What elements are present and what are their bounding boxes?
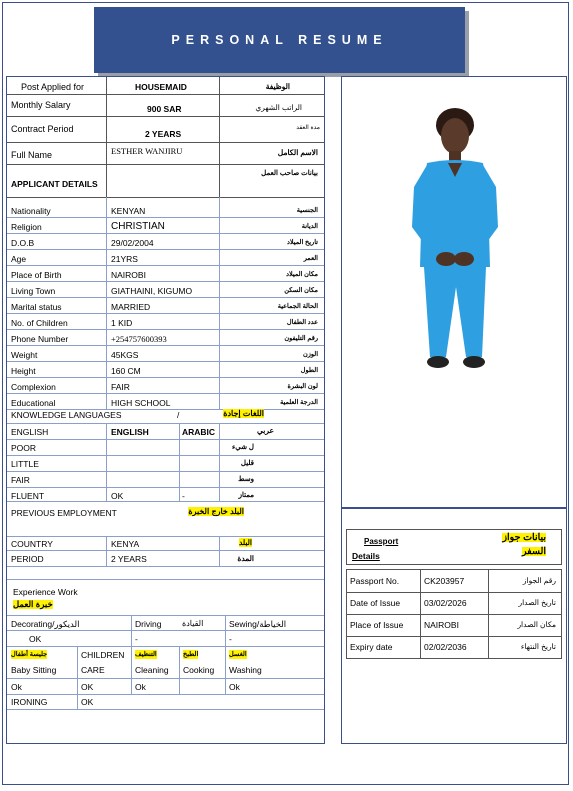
language-arabic-value: - (182, 491, 185, 501)
languages-label: KNOWLEDGE LANGUAGES (11, 410, 122, 420)
detail-value: KENYAN (111, 206, 146, 216)
detail-ar: رقم التليفون (284, 335, 318, 342)
detail-ar: الديانة (301, 223, 318, 230)
applicant-details-ar: بيانات صاحب العمل (261, 170, 318, 177)
passport-row-value: NAIROBI (424, 620, 459, 630)
decorating-value: OK (29, 634, 42, 644)
babysitting-value: Ok (11, 682, 22, 692)
detail-ar: تاريخ الميلاد (286, 239, 318, 246)
passport-row-value: 03/02/2026 (424, 598, 467, 608)
sewing-value: - (229, 634, 232, 644)
page-title: PERSONAL RESUME (171, 33, 388, 47)
country-value: KENYA (111, 539, 140, 549)
detail-ar: العمر (303, 255, 318, 262)
detail-label: Living Town (11, 286, 56, 296)
passport-row-ar: تاريخ الصدار (518, 598, 556, 607)
passport-row-label: Date of Issue (350, 598, 401, 608)
language-level-ar: قليل (240, 460, 254, 467)
cleaning-label: Cleaning (135, 665, 169, 675)
applicant-details-label: APPLICANT DETAILS (11, 179, 98, 189)
washing-label: Washing (229, 665, 262, 675)
detail-label: No. of Children (11, 318, 68, 328)
passport-row-ar: رقم الجواز (522, 576, 556, 585)
country-ar: البلد (238, 538, 252, 547)
detail-value: 1 KID (111, 318, 133, 328)
detail-value: NAIROBI (111, 270, 146, 280)
contract-ar: مدة العقد (296, 125, 320, 131)
language-level-label: FLUENT (11, 491, 45, 501)
passport-row-ar: مكان الصدار (517, 620, 556, 629)
period-value: 2 YEARS (111, 554, 147, 564)
passport-row-value: CK203957 (424, 576, 465, 586)
detail-label: Nationality (11, 206, 51, 216)
salary-label: Monthly Salary (11, 100, 71, 110)
detail-ar: الدرجة العلمية (280, 399, 318, 406)
post-applied-ar: الوظيفة (265, 82, 290, 91)
detail-ar: الوزن (302, 351, 318, 358)
experience-ar: خبرة العمل (13, 599, 53, 609)
experience-label: Experience Work (13, 587, 78, 597)
cleaning-ar: التنظيف (135, 651, 157, 658)
passport-row-ar: تاريخ النتهاء (520, 642, 556, 651)
passport-ar-2: السفر (521, 546, 546, 557)
contract-label: Contract Period (11, 124, 74, 134)
languages-col-english: ENGLISH (111, 427, 149, 437)
detail-value: HIGH SCHOOL (111, 398, 171, 408)
ironing-label: IRONING (11, 697, 48, 707)
language-level-ar: وسط (238, 476, 254, 483)
babysitting-ar: جليسة أطفال (11, 651, 48, 658)
title-banner (94, 7, 465, 73)
detail-value: 29/02/2004 (111, 238, 154, 248)
children-value: OK (81, 682, 94, 692)
detail-ar: عدد الطفال (286, 319, 318, 326)
main-info-panel (6, 76, 325, 744)
passport-row-label: Expiry date (350, 642, 393, 652)
contract-value: 2 YEARS (145, 129, 182, 139)
passport-label-2: Details (352, 551, 380, 561)
language-level-ar: ل شيء (231, 444, 254, 451)
driving-value: - (135, 634, 138, 644)
employment-label: PREVIOUS EMPLOYMENT (11, 508, 117, 518)
language-level-label: LITTLE (11, 459, 39, 469)
languages-col-arabic: ARABIC (182, 427, 216, 437)
detail-label: Educational (11, 398, 56, 408)
cleaning-value: Ok (135, 682, 146, 692)
babysitting-label: Baby Sitting (11, 665, 57, 675)
person-photo-icon (342, 77, 566, 507)
detail-ar: الحالة الجماعية (277, 303, 318, 310)
detail-ar: الطول (300, 367, 318, 374)
detail-label: Religion (11, 222, 42, 232)
detail-ar: لون البشرة (287, 383, 318, 390)
detail-value: 160 CM (111, 366, 141, 376)
detail-label: Complexion (11, 382, 56, 392)
decorating-label: Decorating/الديكور (11, 619, 80, 629)
washing-value: Ok (229, 682, 240, 692)
passport-row-value: 02/02/2036 (424, 642, 467, 652)
detail-value: 21YRS (111, 254, 138, 264)
country-label: COUNTRY (11, 539, 53, 549)
washing-ar: الغسل (229, 651, 247, 658)
salary-ar: الراتب الشهري (255, 103, 302, 112)
ironing-value: OK (81, 697, 94, 707)
detail-ar: مكان السكن (284, 287, 318, 294)
passport-label: Passport (364, 537, 399, 546)
language-english-value: OK (111, 491, 124, 501)
passport-row-label: Place of Issue (350, 620, 404, 630)
language-level-ar: ممتاز (238, 492, 254, 499)
full-name-ar: الاسم الكامل (277, 148, 318, 157)
post-applied-label: Post Applied for (21, 82, 85, 92)
languages-col-ar: عربي (257, 426, 274, 435)
driving-label: Driving (135, 619, 162, 629)
children-label-1: CHILDREN (81, 650, 125, 660)
detail-label: Height (11, 366, 36, 376)
detail-ar: الجنسية (296, 207, 318, 214)
detail-value: GIATHAINI, KIGUMO (111, 286, 193, 296)
detail-value: FAIR (111, 382, 130, 392)
full-name-label: Full Name (11, 150, 53, 160)
driving-ar: القيادة (182, 619, 204, 628)
sewing-label: Sewing/الخياطة (229, 619, 287, 629)
detail-value: 45KGS (111, 350, 139, 360)
full-name-value: ESTHER WANJIRU (111, 146, 183, 156)
detail-label: Weight (11, 350, 38, 360)
passport-row-label: Passport No. (350, 576, 400, 586)
employment-ar: البلد خارج الخبرة (188, 507, 244, 516)
detail-label: Marital status (11, 302, 62, 312)
cooking-ar: الطبخ (183, 651, 199, 658)
detail-value: +254757600393 (111, 334, 167, 344)
salary-value: 900 SAR (147, 104, 182, 114)
detail-label: Age (11, 254, 27, 264)
languages-slash: / (177, 410, 180, 420)
photo-panel (341, 76, 567, 508)
languages-col-label: ENGLISH (11, 427, 49, 437)
passport-panel (341, 508, 567, 744)
post-applied-value: HOUSEMAID (135, 82, 187, 92)
detail-label: Phone Number (11, 334, 69, 344)
children-label-2: CARE (81, 665, 105, 675)
detail-label: Place of Birth (11, 270, 62, 280)
detail-value: CHRISTIAN (111, 221, 165, 232)
passport-ar: بيانات جواز (502, 532, 546, 543)
cooking-label: Cooking (183, 665, 215, 675)
period-label: PERIOD (11, 554, 44, 564)
detail-value: MARRIED (111, 302, 151, 312)
detail-ar: مكان الميلاد (286, 271, 318, 278)
period-ar: المدة (237, 554, 254, 563)
language-level-label: FAIR (11, 475, 30, 485)
language-level-label: POOR (11, 443, 37, 453)
detail-label: D.O.B (11, 238, 35, 248)
languages-ar: اللغات إجادة (223, 409, 264, 418)
